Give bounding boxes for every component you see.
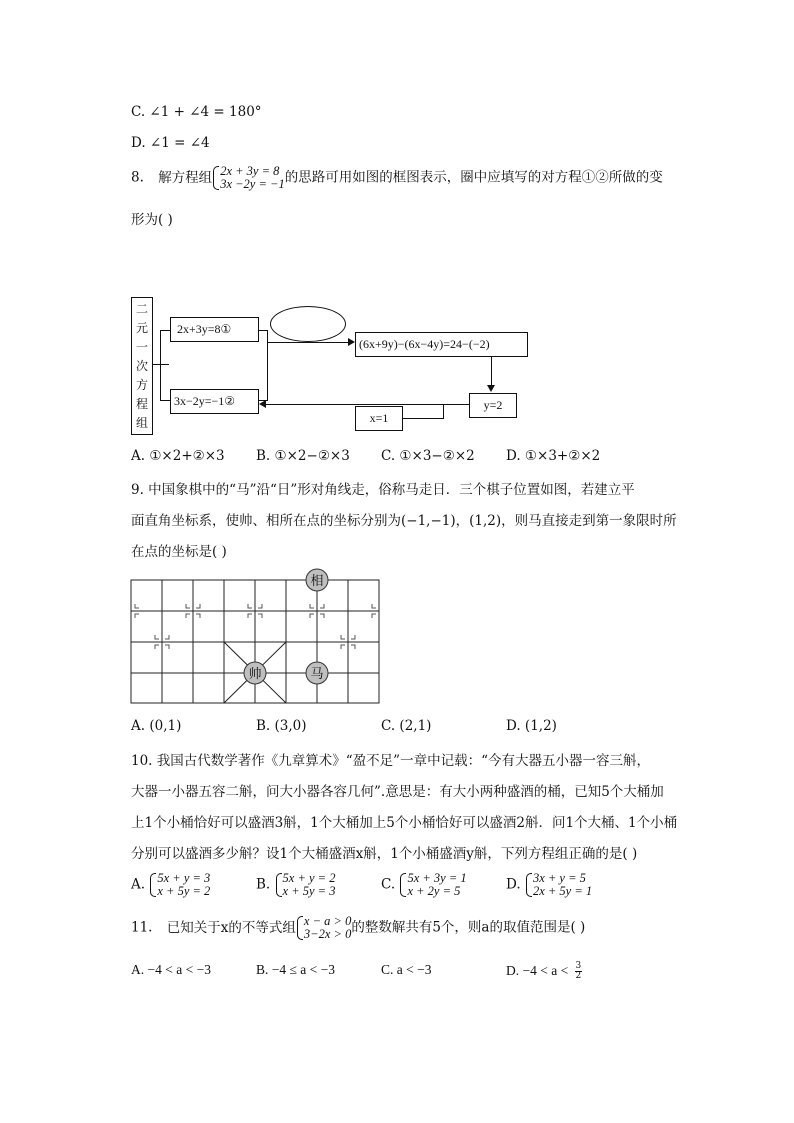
piece-shuai bbox=[244, 662, 266, 684]
flow-combined-box: (6x+9y)−(6x−4y)=24−(−2) bbox=[355, 332, 528, 357]
q9-line1: 9. 中国象棋中的“马”沿“日”形对角线走，俗称马走日．三个棋子位置如图，若建立平 bbox=[131, 482, 635, 498]
q11-inequality-system: x − a > 0 3−2x > 0 bbox=[296, 915, 351, 941]
q9-option-b: B. (3,0) bbox=[256, 718, 307, 734]
q8-question bbox=[131, 165, 663, 191]
flow-eq2-box: 3x−2y=−1② bbox=[170, 389, 259, 414]
q8-number: 8. bbox=[131, 169, 144, 186]
q10-line4: 分别可以盛酒多少斛？设1个大桶盛酒x斛，1个小桶盛酒y斛，下列方程组正确的是( ) bbox=[131, 846, 638, 862]
q8-option-b: B. ①×2−②×3 bbox=[256, 448, 350, 464]
q10-option-c: C. 5x + 3y = 1 x + 2y = 5 bbox=[381, 871, 467, 898]
q11-option-d: D. −4 < a < $\frac{3}{2}$ bbox=[506, 961, 582, 981]
piece-ma bbox=[306, 662, 328, 684]
q10-option-d: D. 3x + y = 5 2x + 5y = 1 bbox=[506, 871, 593, 898]
flow-blank-ellipse bbox=[270, 306, 346, 342]
q11-option-a: A. −4 < a < −3 bbox=[131, 962, 211, 977]
q9-option-a: A. (0,1) bbox=[131, 718, 182, 734]
q11-question bbox=[131, 915, 585, 941]
q8-equation-system: 2x + 3y = 8 3x −2y = −1 bbox=[212, 165, 285, 191]
flow-y-result-box: y=2 bbox=[469, 393, 517, 418]
q7-option-c: C. ∠1 + ∠4 = 180° bbox=[131, 104, 262, 120]
svg-text:帅: 帅 bbox=[248, 667, 262, 682]
q11-lead: 已知关于x的不等式组 bbox=[166, 919, 296, 936]
q8-lead: 解方程组 bbox=[158, 169, 213, 186]
q9-option-d: D. (1,2) bbox=[506, 718, 557, 734]
q10-option-b: B. 5x + y = 2 x + 5y = 3 bbox=[256, 871, 336, 898]
q10-line3: 上1个小桶恰好可以盛酒3斛，1个大桶加上5个小桶恰好可以盛酒2斛．问1个大桶、1个小桶 bbox=[131, 815, 678, 831]
q9-chess-board bbox=[128, 568, 382, 708]
q11-option-b: B. −4 ≤ a < −3 bbox=[256, 962, 335, 977]
q10-line1: 10. 我国古代数学著作《九章算术》“盈不足”一章中记载：“今有大器五小器一容三斛， bbox=[131, 753, 650, 769]
svg-text:相: 相 bbox=[310, 574, 324, 589]
flow-x-result-box: x=1 bbox=[355, 406, 403, 431]
arrow-head-icon bbox=[348, 338, 355, 346]
q11-number: 11. bbox=[131, 919, 153, 936]
q11-fraction: $\frac{3}{2}$ bbox=[575, 961, 582, 981]
q10-line2: 大器一小器五容二斛，问大小器各容几何”.意思是：有大小两种盛酒的桶，已知5个大桶加 bbox=[131, 784, 664, 800]
piece-xiang bbox=[306, 569, 328, 591]
q11-option-c: C. a < −3 bbox=[381, 962, 432, 977]
q8-option-a: A. ①×2+②×3 bbox=[131, 448, 225, 464]
q8-option-d: D. ①×3+②×2 bbox=[506, 448, 601, 464]
q8-tail: 的思路可用如图的框图表示，圈中应填写的对方程①②所做的变 bbox=[284, 169, 663, 186]
q9-line3: 在点的坐标是( ) bbox=[131, 544, 227, 560]
arrow-head-icon bbox=[487, 385, 495, 392]
arrow-head-icon bbox=[259, 400, 266, 408]
q8-option-c: C. ①×3−②×2 bbox=[381, 448, 475, 464]
q7-option-d: D. ∠1 = ∠4 bbox=[131, 135, 210, 151]
svg-text:马: 马 bbox=[310, 667, 324, 682]
flow-title-box: 二 元 一 次 方 程 组 bbox=[131, 297, 153, 435]
q8-line2: 形为( ) bbox=[131, 212, 173, 228]
q10-option-a: A. 5x + y = 3 x + 5y = 2 bbox=[131, 871, 211, 898]
q9-line2: 面直角坐标系，使帅、相所在点的坐标分别为(−1,−1)，(1,2)，则马直接走到第一象限时所 bbox=[131, 513, 677, 529]
flow-eq1-box: 2x+3y=8① bbox=[170, 317, 259, 342]
q11-tail: 的整数解共有5个，则a的取值范围是( ) bbox=[351, 919, 586, 936]
q9-option-c: C. (2,1) bbox=[381, 718, 432, 734]
